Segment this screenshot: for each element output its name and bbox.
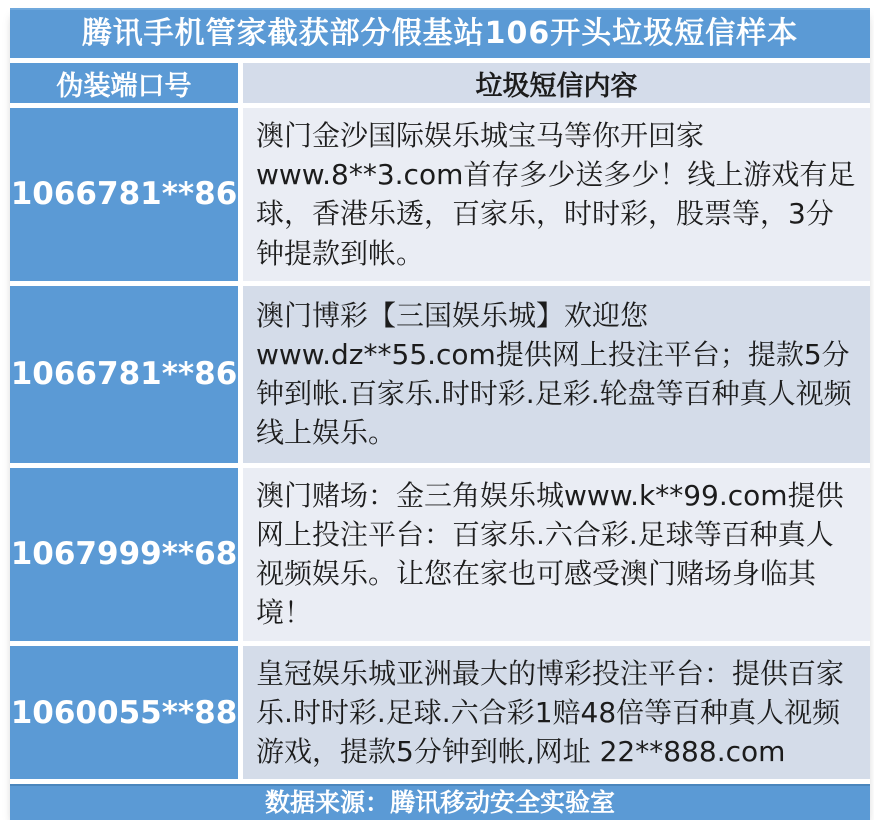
port-cell: 1060055**88 [10, 646, 238, 780]
column-header-content: 垃圾短信内容 [243, 63, 870, 103]
column-header-port: 伪装端口号 [10, 63, 238, 103]
sms-content-cell: 皇冠娱乐城亚洲最大的博彩投注平台：提供百家乐.时时彩.足球.六合彩1赔48倍等百种真人视频游戏，提款5分钟到帐,网址 22**888.com [243, 646, 870, 780]
port-cell: 1066781**86 [10, 286, 238, 463]
data-source-footer: 数据来源：腾讯移动安全实验室 [10, 784, 870, 820]
port-cell: 1067999**68 [10, 468, 238, 641]
spam-sms-table [10, 8, 870, 820]
table-header-row [10, 63, 870, 103]
port-cell: 1066781**86 [10, 108, 238, 281]
table-row [10, 108, 870, 281]
table-row [10, 646, 870, 780]
sms-content-cell: 澳门博彩【三国娱乐城】欢迎您www.dz**55.com提供网上投注平台；提款5分钟到帐.百家乐.时时彩.足彩.轮盘等百种真人视频线上娱乐。 [243, 286, 870, 463]
table-row [10, 468, 870, 641]
table-row [10, 286, 870, 463]
sms-content-cell: 澳门赌场：金三角娱乐城www.k**99.com提供网上投注平台：百家乐.六合彩.足球等百种真人视频娱乐。让您在家也可感受澳门赌场身临其境！ [243, 468, 870, 641]
sms-content-cell: 澳门金沙国际娱乐城宝马等你开回家www.8**3.com首存多少送多少！线上游戏有足球，香港乐透，百家乐，时时彩，股票等，3分钟提款到帐。 [243, 108, 870, 281]
table-title: 腾讯手机管家截获部分假基站106开头垃圾短信样本 [10, 8, 870, 58]
